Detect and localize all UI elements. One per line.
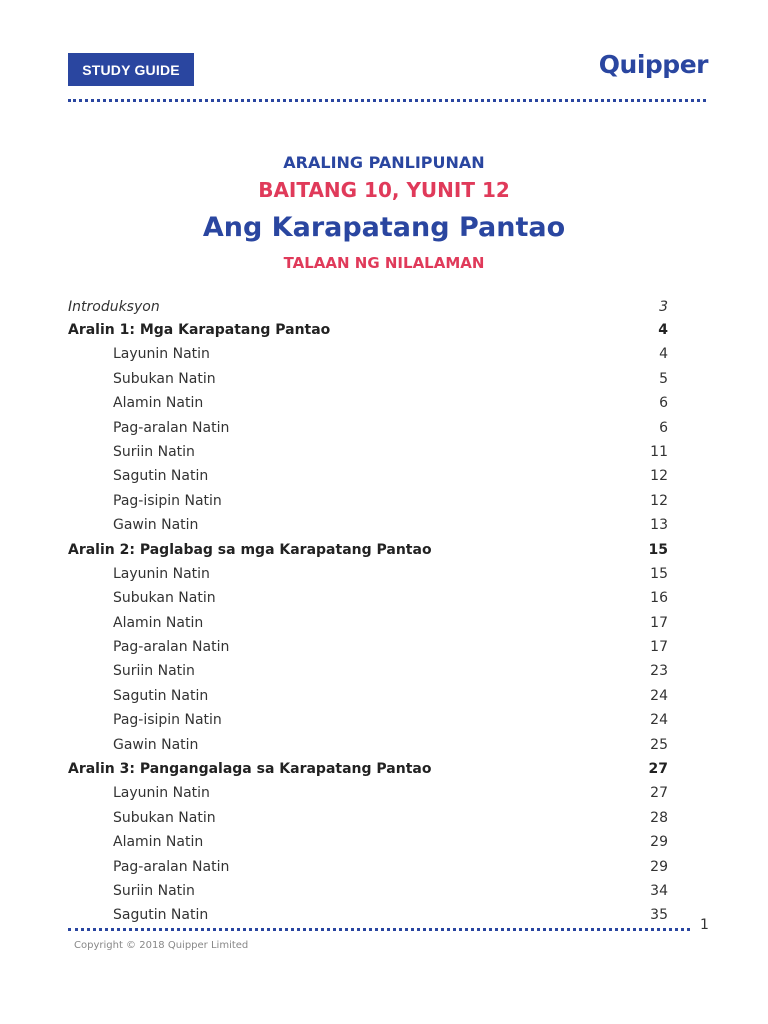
toc-entry-page: 13 — [650, 517, 668, 534]
toc-entry-label: Subukan Natin — [113, 590, 216, 607]
toc-row-lesson — [68, 318, 668, 342]
toc-entry-label: Alamin Natin — [113, 834, 204, 851]
toc-row-sub — [68, 781, 668, 805]
toc-row-sub — [68, 855, 668, 879]
toc-entry-page: 4 — [659, 346, 668, 363]
toc-entry-page: 15 — [650, 565, 668, 582]
page-number: 1 — [700, 917, 709, 933]
toc-entry-label: Gawin Natin — [113, 517, 199, 534]
toc-row-sub — [68, 733, 668, 757]
toc-entry-page: 6 — [659, 395, 668, 412]
study-guide-badge: STUDY GUIDE — [68, 53, 194, 86]
toc-entry-page: 4 — [658, 322, 668, 338]
toc-entry-label: Pag-aralan Natin — [113, 419, 230, 436]
toc-entry-label: Gawin Natin — [113, 736, 199, 753]
toc-row-sub — [68, 342, 668, 366]
toc-entry-label: Subukan Natin — [113, 809, 216, 826]
toc-row-sub — [68, 659, 668, 683]
toc-entry-page: 24 — [650, 687, 668, 704]
toc-row-sub — [68, 611, 668, 635]
toc-entry-label: Aralin 1: Mga Karapatang Pantao — [68, 322, 331, 338]
toc-entry-label: Pag-aralan Natin — [113, 639, 230, 656]
toc-row-sub — [68, 513, 668, 537]
toc-entry-page: 17 — [650, 614, 668, 631]
toc-row-sub — [68, 562, 668, 586]
toc-row-sub — [68, 391, 668, 415]
toc-row-sub — [68, 416, 668, 440]
toc-entry-page: 29 — [650, 834, 668, 851]
toc-entry-page: 5 — [659, 370, 668, 387]
toc-entry-label: Aralin 3: Pangangalaga sa Karapatang Pantao — [68, 761, 432, 778]
footer-dotted-divider — [68, 928, 690, 931]
toc-row-intro — [68, 296, 668, 318]
subject-title: ARALING PANLIPUNAN — [283, 153, 485, 172]
toc-entry-page: 27 — [650, 785, 668, 802]
toc-entry-label: Layunin Natin — [113, 346, 210, 363]
toc-entry-page: 23 — [650, 663, 668, 680]
toc-entry-page: 35 — [650, 907, 668, 924]
toc-entry-page: 6 — [659, 419, 668, 436]
grade-unit-title: BAITANG 10, YUNIT 12 — [258, 178, 510, 202]
toc-row-sub — [68, 708, 668, 732]
toc-entry-label: Pag-aralan Natin — [113, 858, 230, 875]
toc-row-lesson — [68, 538, 668, 562]
toc-row-sub — [68, 464, 668, 488]
toc-row-sub — [68, 684, 668, 708]
toc-row-sub — [68, 879, 668, 903]
toc-entry-label: Sagutin Natin — [113, 907, 209, 924]
copyright-notice: Copyright © 2018 Quipper Limited — [74, 940, 249, 951]
toc-row-sub — [68, 440, 668, 464]
toc-entry-page: 24 — [650, 712, 668, 729]
toc-row-sub — [68, 635, 668, 659]
toc-entry-label: Suriin Natin — [113, 882, 195, 899]
toc-entry-page: 12 — [650, 492, 668, 509]
page-title: Ang Karapatang Pantao — [202, 212, 566, 243]
toc-row-sub — [68, 586, 668, 610]
toc-entry-page: 28 — [650, 809, 668, 826]
toc-entry-page: 34 — [650, 882, 668, 899]
toc-entry-label: Suriin Natin — [113, 663, 195, 680]
toc-entry-page: 15 — [648, 541, 668, 558]
toc-entry-label: Pag-isipin Natin — [113, 712, 222, 729]
quipper-logo: Quipper — [598, 50, 708, 79]
toc-entry-label: Sagutin Natin — [113, 468, 209, 485]
toc-heading: TALAAN NG NILALAMAN — [283, 254, 485, 272]
toc-entry-label: Introduksyon — [68, 299, 160, 315]
toc-entry-label: Alamin Natin — [113, 614, 204, 631]
toc-entry-page: 11 — [650, 443, 668, 460]
toc-row-sub — [68, 903, 668, 927]
toc-entry-page: 16 — [650, 590, 668, 607]
toc-entry-page: 12 — [650, 468, 668, 485]
toc-entry-label: Alamin Natin — [113, 395, 204, 412]
toc-row-sub — [68, 830, 668, 854]
toc-row-lesson — [68, 757, 668, 781]
header-dotted-divider — [68, 99, 706, 102]
toc-row-sub — [68, 489, 668, 513]
toc-row-sub — [68, 806, 668, 830]
toc-entry-page: 27 — [648, 761, 668, 778]
toc-entry-page: 29 — [650, 858, 668, 875]
toc-row-sub — [68, 367, 668, 391]
toc-entry-label: Aralin 2: Paglabag sa mga Karapatang Pantao — [68, 541, 432, 558]
toc-entry-label: Subukan Natin — [113, 370, 216, 387]
toc-entry-label: Layunin Natin — [113, 565, 210, 582]
toc-entry-page: 25 — [650, 736, 668, 753]
toc-entry-label: Layunin Natin — [113, 785, 210, 802]
toc-entry-label: Pag-isipin Natin — [113, 492, 222, 509]
table-of-contents — [68, 296, 668, 928]
toc-entry-label: Sagutin Natin — [113, 687, 209, 704]
toc-entry-label: Suriin Natin — [113, 443, 195, 460]
toc-entry-page: 17 — [650, 639, 668, 656]
toc-entry-page: 3 — [659, 299, 668, 315]
